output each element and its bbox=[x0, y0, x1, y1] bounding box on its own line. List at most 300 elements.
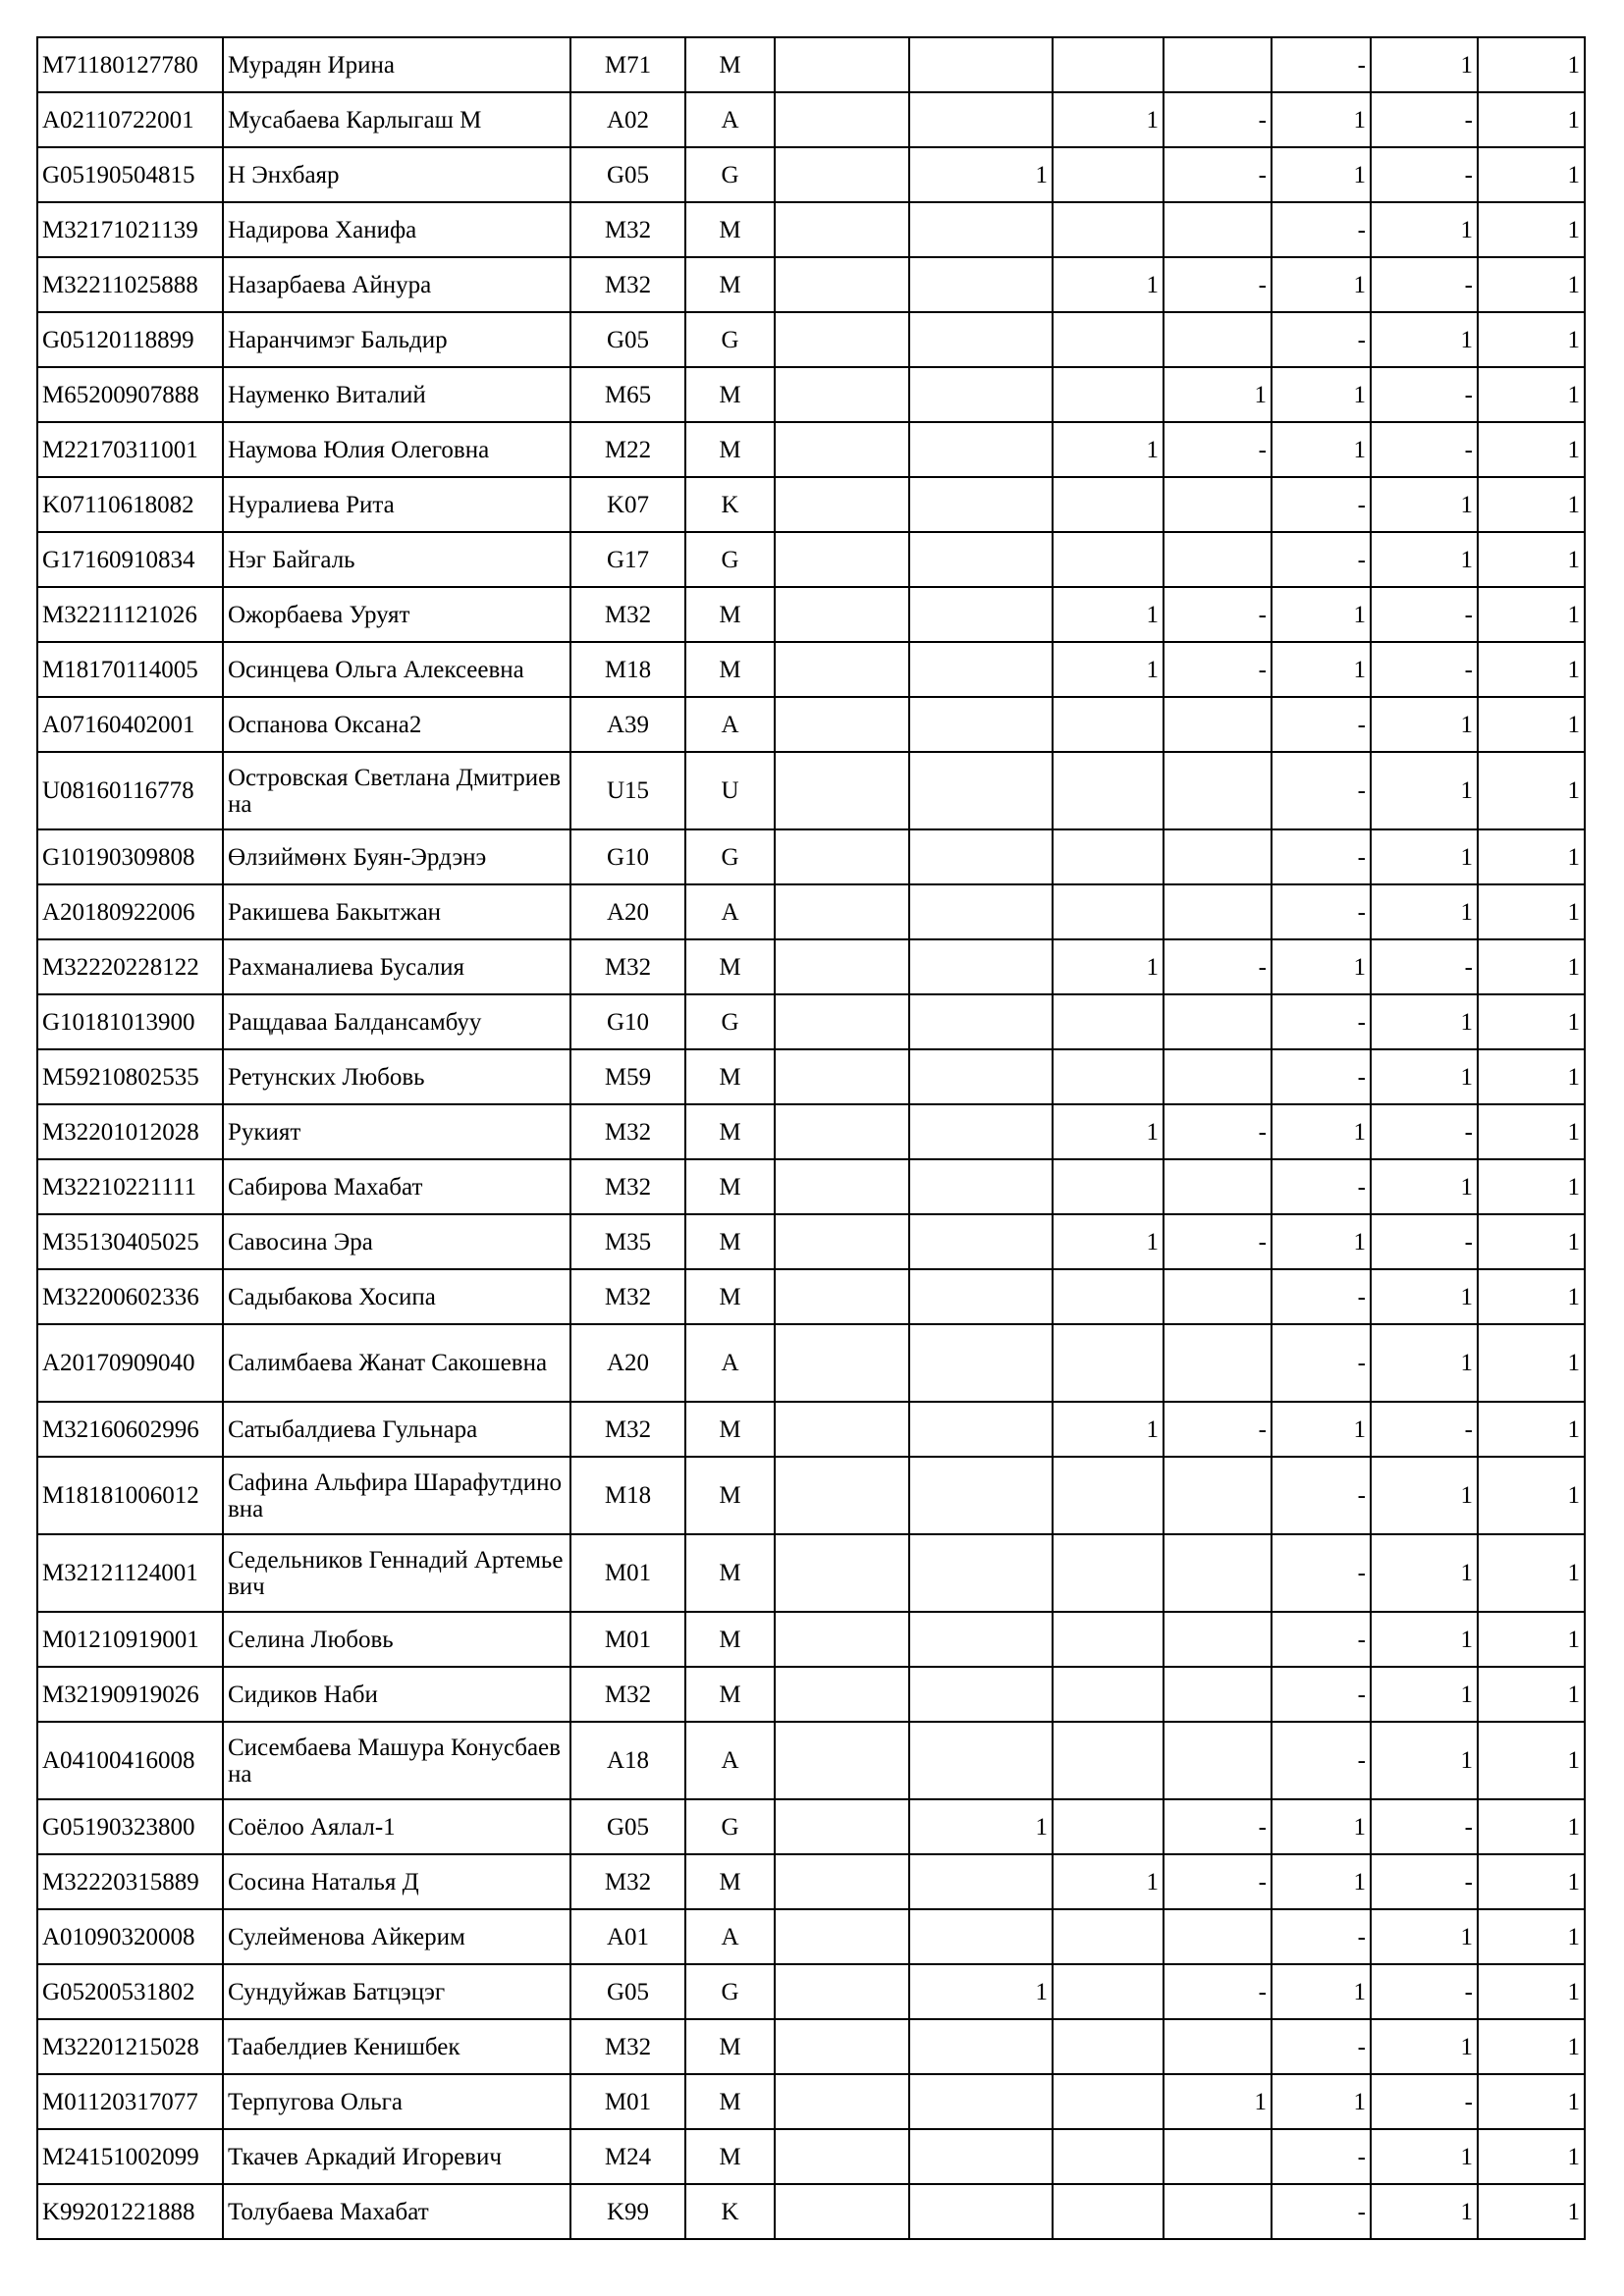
col-9-cell: - bbox=[1272, 1534, 1371, 1612]
col-11-cell: 1 bbox=[1478, 697, 1585, 752]
col-5-cell bbox=[775, 2129, 909, 2184]
record-code-cell: M59210802535 bbox=[37, 1049, 223, 1104]
col-6-cell bbox=[909, 1324, 1053, 1402]
table-row bbox=[37, 1722, 1585, 1799]
full-name-cell: Науменко Виталий bbox=[223, 367, 570, 422]
col-5-cell bbox=[775, 1667, 909, 1722]
full-name-cell: Өлзиймөнх Буян-Эрдэнэ bbox=[223, 829, 570, 884]
category-cell: M bbox=[685, 1214, 775, 1269]
table-row bbox=[37, 1214, 1585, 1269]
col-9-cell: 1 bbox=[1272, 1854, 1371, 1909]
record-code-cell: M32171021139 bbox=[37, 202, 223, 257]
group-code-cell: M32 bbox=[570, 1159, 685, 1214]
col-5-cell bbox=[775, 829, 909, 884]
col-6-cell bbox=[909, 1909, 1053, 1964]
col-10-cell: - bbox=[1371, 1854, 1478, 1909]
group-code-cell: M35 bbox=[570, 1214, 685, 1269]
table-row bbox=[37, 2129, 1585, 2184]
category-cell: A bbox=[685, 92, 775, 147]
col-8-cell: - bbox=[1164, 1402, 1272, 1457]
col-5-cell bbox=[775, 1104, 909, 1159]
group-code-cell: M18 bbox=[570, 642, 685, 697]
group-code-cell: M01 bbox=[570, 1534, 685, 1612]
col-10-cell: 1 bbox=[1371, 1457, 1478, 1534]
category-cell: A bbox=[685, 1909, 775, 1964]
category-cell: G bbox=[685, 829, 775, 884]
col-6-cell bbox=[909, 1667, 1053, 1722]
col-6-cell bbox=[909, 1402, 1053, 1457]
col-9-cell: - bbox=[1272, 477, 1371, 532]
col-5-cell bbox=[775, 532, 909, 587]
col-5-cell bbox=[775, 1534, 909, 1612]
col-7-cell bbox=[1053, 829, 1164, 884]
col-11-cell: 1 bbox=[1478, 1964, 1585, 2019]
col-6-cell bbox=[909, 257, 1053, 312]
col-9-cell: - bbox=[1272, 994, 1371, 1049]
full-name-cell: Сосина Наталья Д bbox=[223, 1854, 570, 1909]
full-name-cell: Седельников Геннадий Артемьевич bbox=[223, 1534, 570, 1612]
category-cell: M bbox=[685, 1667, 775, 1722]
col-8-cell bbox=[1164, 2019, 1272, 2074]
group-code-cell: A20 bbox=[570, 884, 685, 939]
col-5-cell bbox=[775, 1402, 909, 1457]
col-6-cell bbox=[909, 752, 1053, 829]
col-6-cell bbox=[909, 642, 1053, 697]
group-code-cell: M32 bbox=[570, 1667, 685, 1722]
col-7-cell: 1 bbox=[1053, 92, 1164, 147]
table-row bbox=[37, 752, 1585, 829]
col-5-cell bbox=[775, 1854, 909, 1909]
col-8-cell: - bbox=[1164, 257, 1272, 312]
col-10-cell: 1 bbox=[1371, 1049, 1478, 1104]
table-row bbox=[37, 994, 1585, 1049]
group-code-cell: G10 bbox=[570, 994, 685, 1049]
col-11-cell: 1 bbox=[1478, 587, 1585, 642]
group-code-cell: M22 bbox=[570, 422, 685, 477]
table-row bbox=[37, 312, 1585, 367]
col-10-cell: - bbox=[1371, 422, 1478, 477]
group-code-cell: M18 bbox=[570, 1457, 685, 1534]
record-code-cell: M32200602336 bbox=[37, 1269, 223, 1324]
col-6-cell bbox=[909, 37, 1053, 92]
full-name-cell: Салимбаева Жанат Сакошевна bbox=[223, 1324, 570, 1402]
record-code-cell: M01210919001 bbox=[37, 1612, 223, 1667]
full-name-cell: Мусабаева Карлыгаш М bbox=[223, 92, 570, 147]
table-row bbox=[37, 147, 1585, 202]
category-cell: G bbox=[685, 147, 775, 202]
col-6-cell bbox=[909, 884, 1053, 939]
group-code-cell: M32 bbox=[570, 257, 685, 312]
group-code-cell: A20 bbox=[570, 1324, 685, 1402]
table-row bbox=[37, 1049, 1585, 1104]
record-code-cell: M22170311001 bbox=[37, 422, 223, 477]
full-name-cell: Рукият bbox=[223, 1104, 570, 1159]
col-7-cell bbox=[1053, 1457, 1164, 1534]
col-7-cell bbox=[1053, 1964, 1164, 2019]
col-9-cell: 1 bbox=[1272, 422, 1371, 477]
full-name-cell: Сатыбалдиева Гульнара bbox=[223, 1402, 570, 1457]
col-8-cell bbox=[1164, 994, 1272, 1049]
col-7-cell: 1 bbox=[1053, 1104, 1164, 1159]
record-code-cell: M32211121026 bbox=[37, 587, 223, 642]
full-name-cell: Осинцева Ольга Алексеевна bbox=[223, 642, 570, 697]
col-5-cell bbox=[775, 1269, 909, 1324]
col-7-cell: 1 bbox=[1053, 1854, 1164, 1909]
table-row bbox=[37, 367, 1585, 422]
col-9-cell: - bbox=[1272, 2129, 1371, 2184]
category-cell: K bbox=[685, 477, 775, 532]
table-row bbox=[37, 1104, 1585, 1159]
col-11-cell: 1 bbox=[1478, 2184, 1585, 2239]
table-row bbox=[37, 422, 1585, 477]
col-5-cell bbox=[775, 2074, 909, 2129]
category-cell: M bbox=[685, 1402, 775, 1457]
col-5-cell bbox=[775, 884, 909, 939]
col-7-cell bbox=[1053, 2019, 1164, 2074]
col-7-cell bbox=[1053, 697, 1164, 752]
col-10-cell: 1 bbox=[1371, 2129, 1478, 2184]
col-6-cell bbox=[909, 2129, 1053, 2184]
col-8-cell: - bbox=[1164, 1104, 1272, 1159]
col-7-cell bbox=[1053, 367, 1164, 422]
col-8-cell: - bbox=[1164, 642, 1272, 697]
full-name-cell: Ращдаваа Балдансамбуу bbox=[223, 994, 570, 1049]
category-cell: M bbox=[685, 37, 775, 92]
table-row bbox=[37, 1909, 1585, 1964]
record-code-cell: M32201012028 bbox=[37, 1104, 223, 1159]
record-code-cell: A20170909040 bbox=[37, 1324, 223, 1402]
col-5-cell bbox=[775, 202, 909, 257]
category-cell: G bbox=[685, 1964, 775, 2019]
col-7-cell: 1 bbox=[1053, 422, 1164, 477]
col-11-cell: 1 bbox=[1478, 1159, 1585, 1214]
col-6-cell: 1 bbox=[909, 1799, 1053, 1854]
full-name-cell: Сисембаева Машура Конусбаевна bbox=[223, 1722, 570, 1799]
col-9-cell: - bbox=[1272, 532, 1371, 587]
col-11-cell: 1 bbox=[1478, 1854, 1585, 1909]
col-10-cell: 1 bbox=[1371, 697, 1478, 752]
col-9-cell: - bbox=[1272, 2019, 1371, 2074]
table-row bbox=[37, 2184, 1585, 2239]
full-name-cell: Сулейменова Айкерим bbox=[223, 1909, 570, 1964]
record-code-cell: M32220315889 bbox=[37, 1854, 223, 1909]
col-11-cell: 1 bbox=[1478, 532, 1585, 587]
col-10-cell: 1 bbox=[1371, 1269, 1478, 1324]
col-7-cell bbox=[1053, 1722, 1164, 1799]
col-5-cell bbox=[775, 1457, 909, 1534]
group-code-cell: M32 bbox=[570, 2019, 685, 2074]
col-8-cell: - bbox=[1164, 1214, 1272, 1269]
full-name-cell: Савосина Эра bbox=[223, 1214, 570, 1269]
col-8-cell bbox=[1164, 312, 1272, 367]
col-6-cell bbox=[909, 1722, 1053, 1799]
col-6-cell bbox=[909, 1049, 1053, 1104]
full-name-cell: Островская Светлана Дмитриевна bbox=[223, 752, 570, 829]
group-code-cell: M71 bbox=[570, 37, 685, 92]
table-row bbox=[37, 2019, 1585, 2074]
col-9-cell: - bbox=[1272, 1457, 1371, 1534]
record-code-cell: M65200907888 bbox=[37, 367, 223, 422]
col-6-cell bbox=[909, 2019, 1053, 2074]
record-code-cell: M32220228122 bbox=[37, 939, 223, 994]
col-9-cell: - bbox=[1272, 2184, 1371, 2239]
record-code-cell: M32121124001 bbox=[37, 1534, 223, 1612]
col-5-cell bbox=[775, 752, 909, 829]
col-6-cell bbox=[909, 92, 1053, 147]
col-9-cell: - bbox=[1272, 1159, 1371, 1214]
col-9-cell: - bbox=[1272, 697, 1371, 752]
full-name-cell: Сафина Альфира Шарафутдиновна bbox=[223, 1457, 570, 1534]
group-code-cell: A02 bbox=[570, 92, 685, 147]
full-name-cell: Н Энхбаяр bbox=[223, 147, 570, 202]
col-6-cell bbox=[909, 202, 1053, 257]
col-11-cell: 1 bbox=[1478, 477, 1585, 532]
col-5-cell bbox=[775, 2019, 909, 2074]
col-7-cell bbox=[1053, 37, 1164, 92]
col-11-cell: 1 bbox=[1478, 1402, 1585, 1457]
col-7-cell bbox=[1053, 884, 1164, 939]
col-5-cell bbox=[775, 1612, 909, 1667]
col-7-cell: 1 bbox=[1053, 939, 1164, 994]
col-9-cell: 1 bbox=[1272, 1799, 1371, 1854]
col-5-cell bbox=[775, 1799, 909, 1854]
col-11-cell: 1 bbox=[1478, 1799, 1585, 1854]
col-6-cell bbox=[909, 587, 1053, 642]
col-9-cell: - bbox=[1272, 1667, 1371, 1722]
col-7-cell: 1 bbox=[1053, 587, 1164, 642]
col-5-cell bbox=[775, 2184, 909, 2239]
record-code-cell: K07110618082 bbox=[37, 477, 223, 532]
category-cell: A bbox=[685, 1722, 775, 1799]
category-cell: K bbox=[685, 2184, 775, 2239]
col-10-cell: - bbox=[1371, 257, 1478, 312]
col-9-cell: - bbox=[1272, 312, 1371, 367]
col-10-cell: 1 bbox=[1371, 1324, 1478, 1402]
group-code-cell: M32 bbox=[570, 587, 685, 642]
col-9-cell: 1 bbox=[1272, 257, 1371, 312]
col-5-cell bbox=[775, 1049, 909, 1104]
col-5-cell bbox=[775, 1964, 909, 2019]
table-row bbox=[37, 2074, 1585, 2129]
table-row bbox=[37, 37, 1585, 92]
col-6-cell bbox=[909, 422, 1053, 477]
category-cell: M bbox=[685, 2019, 775, 2074]
col-7-cell: 1 bbox=[1053, 257, 1164, 312]
record-code-cell: U08160116778 bbox=[37, 752, 223, 829]
col-6-cell bbox=[909, 312, 1053, 367]
col-8-cell bbox=[1164, 697, 1272, 752]
record-code-cell: G17160910834 bbox=[37, 532, 223, 587]
full-name-cell: Соёлоо Аялал-1 bbox=[223, 1799, 570, 1854]
col-10-cell: - bbox=[1371, 1104, 1478, 1159]
col-5-cell bbox=[775, 697, 909, 752]
table-row bbox=[37, 202, 1585, 257]
col-10-cell: 1 bbox=[1371, 2184, 1478, 2239]
category-cell: A bbox=[685, 1324, 775, 1402]
category-cell: M bbox=[685, 939, 775, 994]
col-10-cell: 1 bbox=[1371, 752, 1478, 829]
col-8-cell bbox=[1164, 532, 1272, 587]
full-name-cell: Сабирова Махабат bbox=[223, 1159, 570, 1214]
col-10-cell: 1 bbox=[1371, 1534, 1478, 1612]
full-name-cell: Нэг Байгаль bbox=[223, 532, 570, 587]
category-cell: M bbox=[685, 422, 775, 477]
col-7-cell: 1 bbox=[1053, 1214, 1164, 1269]
col-6-cell bbox=[909, 1269, 1053, 1324]
col-7-cell bbox=[1053, 1799, 1164, 1854]
col-6-cell bbox=[909, 1534, 1053, 1612]
full-name-cell: Селина Любовь bbox=[223, 1612, 570, 1667]
col-7-cell bbox=[1053, 147, 1164, 202]
category-cell: U bbox=[685, 752, 775, 829]
category-cell: M bbox=[685, 367, 775, 422]
record-code-cell: G05200531802 bbox=[37, 1964, 223, 2019]
record-code-cell: A07160402001 bbox=[37, 697, 223, 752]
category-cell: G bbox=[685, 532, 775, 587]
full-name-cell: Толубаева Махабат bbox=[223, 2184, 570, 2239]
col-7-cell bbox=[1053, 1159, 1164, 1214]
col-8-cell: - bbox=[1164, 92, 1272, 147]
col-9-cell: 1 bbox=[1272, 642, 1371, 697]
col-9-cell: - bbox=[1272, 202, 1371, 257]
table-row bbox=[37, 1534, 1585, 1612]
col-8-cell bbox=[1164, 884, 1272, 939]
table-row bbox=[37, 1324, 1585, 1402]
category-cell: A bbox=[685, 697, 775, 752]
table-row bbox=[37, 1457, 1585, 1534]
col-8-cell: - bbox=[1164, 1799, 1272, 1854]
full-name-cell: Таабелдиев Кенишбек bbox=[223, 2019, 570, 2074]
col-10-cell: - bbox=[1371, 1799, 1478, 1854]
group-code-cell: G05 bbox=[570, 312, 685, 367]
col-7-cell bbox=[1053, 477, 1164, 532]
col-10-cell: 1 bbox=[1371, 477, 1478, 532]
col-5-cell bbox=[775, 477, 909, 532]
category-cell: G bbox=[685, 994, 775, 1049]
col-11-cell: 1 bbox=[1478, 202, 1585, 257]
record-code-cell: A20180922006 bbox=[37, 884, 223, 939]
col-11-cell: 1 bbox=[1478, 92, 1585, 147]
col-6-cell: 1 bbox=[909, 147, 1053, 202]
full-name-cell: Терпугова Ольга bbox=[223, 2074, 570, 2129]
table-row bbox=[37, 257, 1585, 312]
col-9-cell: 1 bbox=[1272, 2074, 1371, 2129]
col-5-cell bbox=[775, 587, 909, 642]
table-row bbox=[37, 1964, 1585, 2019]
record-code-cell: M32190919026 bbox=[37, 1667, 223, 1722]
col-11-cell: 1 bbox=[1478, 2074, 1585, 2129]
record-code-cell: G05120118899 bbox=[37, 312, 223, 367]
col-11-cell: 1 bbox=[1478, 1722, 1585, 1799]
col-6-cell bbox=[909, 697, 1053, 752]
col-9-cell: 1 bbox=[1272, 92, 1371, 147]
col-10-cell: 1 bbox=[1371, 312, 1478, 367]
col-8-cell bbox=[1164, 1159, 1272, 1214]
group-code-cell: M32 bbox=[570, 939, 685, 994]
category-cell: M bbox=[685, 257, 775, 312]
category-cell: M bbox=[685, 1854, 775, 1909]
record-code-cell: K99201221888 bbox=[37, 2184, 223, 2239]
col-10-cell: - bbox=[1371, 2074, 1478, 2129]
col-9-cell: - bbox=[1272, 829, 1371, 884]
col-6-cell bbox=[909, 1214, 1053, 1269]
col-10-cell: - bbox=[1371, 147, 1478, 202]
col-6-cell bbox=[909, 1854, 1053, 1909]
col-11-cell: 1 bbox=[1478, 1457, 1585, 1534]
col-6-cell bbox=[909, 939, 1053, 994]
col-7-cell bbox=[1053, 312, 1164, 367]
record-code-cell: A01090320008 bbox=[37, 1909, 223, 1964]
col-11-cell: 1 bbox=[1478, 422, 1585, 477]
col-5-cell bbox=[775, 1214, 909, 1269]
col-7-cell: 1 bbox=[1053, 1402, 1164, 1457]
col-8-cell: 1 bbox=[1164, 367, 1272, 422]
col-9-cell: 1 bbox=[1272, 587, 1371, 642]
col-9-cell: 1 bbox=[1272, 1402, 1371, 1457]
col-11-cell: 1 bbox=[1478, 37, 1585, 92]
table-row bbox=[37, 829, 1585, 884]
category-cell: M bbox=[685, 1159, 775, 1214]
col-8-cell bbox=[1164, 752, 1272, 829]
col-8-cell bbox=[1164, 477, 1272, 532]
col-11-cell: 1 bbox=[1478, 1534, 1585, 1612]
col-7-cell bbox=[1053, 1269, 1164, 1324]
record-code-cell: M24151002099 bbox=[37, 2129, 223, 2184]
col-10-cell: - bbox=[1371, 939, 1478, 994]
full-name-cell: Нуралиева Рита bbox=[223, 477, 570, 532]
col-5-cell bbox=[775, 147, 909, 202]
table-row bbox=[37, 1667, 1585, 1722]
col-11-cell: 1 bbox=[1478, 1049, 1585, 1104]
col-8-cell: - bbox=[1164, 587, 1272, 642]
col-9-cell: - bbox=[1272, 37, 1371, 92]
col-9-cell: - bbox=[1272, 884, 1371, 939]
table-row bbox=[37, 92, 1585, 147]
table-body bbox=[37, 37, 1585, 2239]
col-5-cell bbox=[775, 37, 909, 92]
category-cell: M bbox=[685, 642, 775, 697]
col-10-cell: 1 bbox=[1371, 1159, 1478, 1214]
table-row bbox=[37, 884, 1585, 939]
col-7-cell bbox=[1053, 1049, 1164, 1104]
col-8-cell bbox=[1164, 829, 1272, 884]
col-10-cell: - bbox=[1371, 642, 1478, 697]
group-code-cell: G05 bbox=[570, 1799, 685, 1854]
record-code-cell: G10181013900 bbox=[37, 994, 223, 1049]
col-9-cell: 1 bbox=[1272, 1104, 1371, 1159]
full-name-cell: Ткачев Аркадий Игоревич bbox=[223, 2129, 570, 2184]
record-code-cell: M32201215028 bbox=[37, 2019, 223, 2074]
col-11-cell: 1 bbox=[1478, 1104, 1585, 1159]
col-5-cell bbox=[775, 367, 909, 422]
table-row bbox=[37, 697, 1585, 752]
col-9-cell: 1 bbox=[1272, 367, 1371, 422]
col-5-cell bbox=[775, 1324, 909, 1402]
category-cell: M bbox=[685, 1612, 775, 1667]
col-9-cell: - bbox=[1272, 1049, 1371, 1104]
col-11-cell: 1 bbox=[1478, 257, 1585, 312]
col-10-cell: 1 bbox=[1371, 994, 1478, 1049]
col-8-cell: - bbox=[1164, 939, 1272, 994]
group-code-cell: A39 bbox=[570, 697, 685, 752]
col-6-cell: 1 bbox=[909, 1964, 1053, 2019]
col-11-cell: 1 bbox=[1478, 1269, 1585, 1324]
table-row bbox=[37, 1612, 1585, 1667]
group-code-cell: G10 bbox=[570, 829, 685, 884]
full-name-cell: Рахманалиева Бусалия bbox=[223, 939, 570, 994]
col-7-cell bbox=[1053, 2074, 1164, 2129]
col-8-cell: - bbox=[1164, 1854, 1272, 1909]
